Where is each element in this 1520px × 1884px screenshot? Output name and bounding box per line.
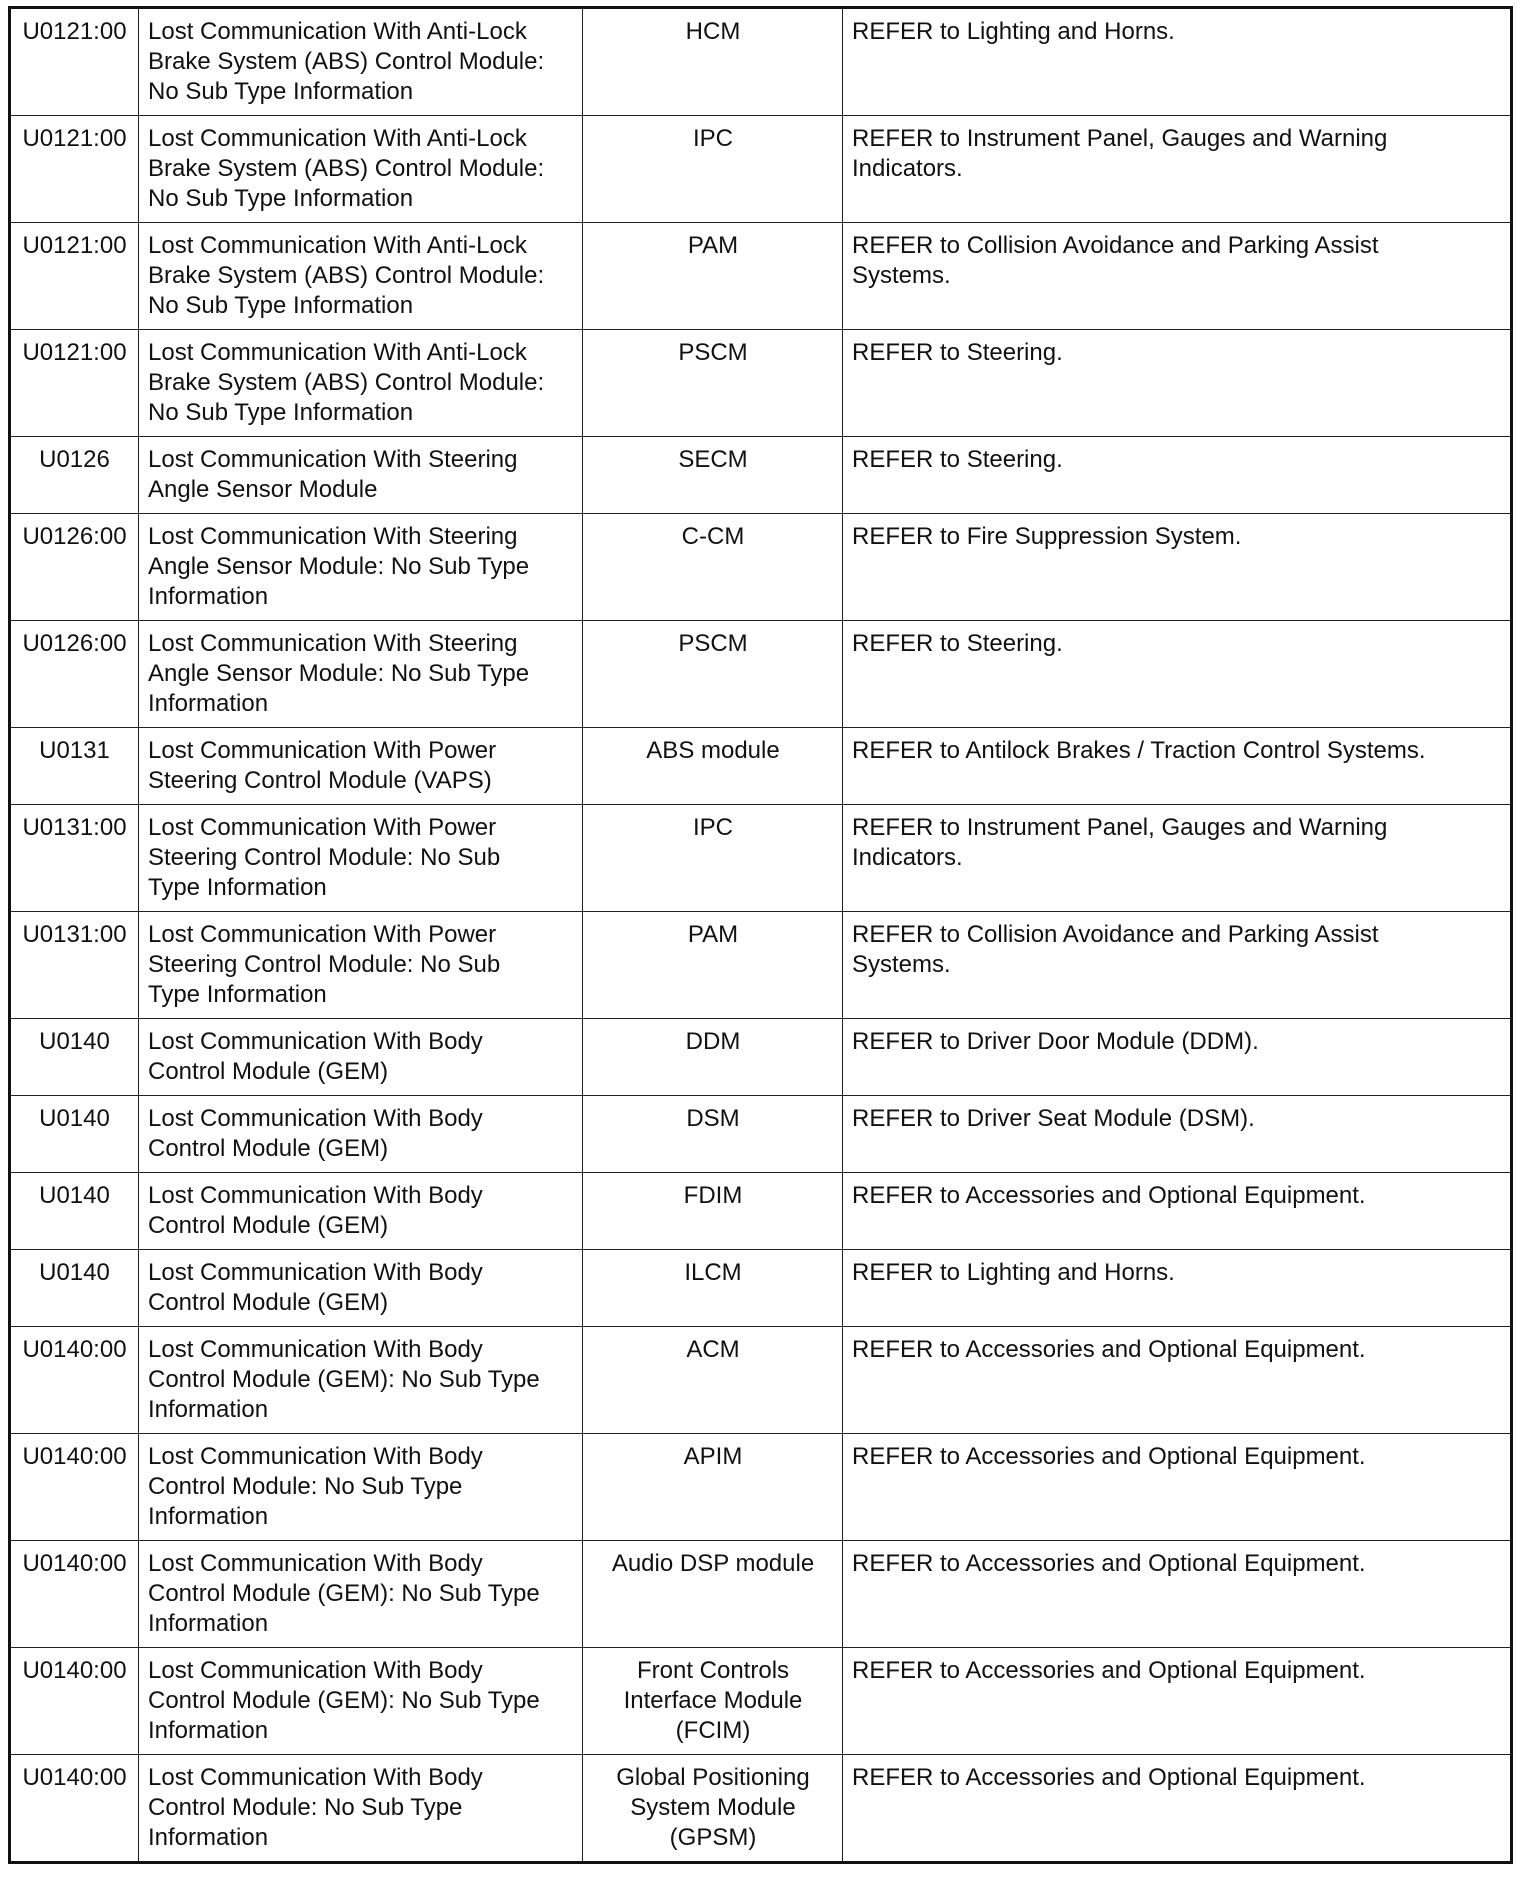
dtc-code: U0140: [10, 1173, 139, 1250]
action-text: REFER to Antilock Brakes / Traction Control Systems.: [843, 728, 1512, 805]
module-name: PSCM: [583, 621, 843, 728]
module-name: DDM: [583, 1019, 843, 1096]
action-text: REFER to Steering.: [843, 330, 1512, 437]
dtc-code: U0140:00: [10, 1327, 139, 1434]
dtc-description: Lost Communication With Steering Angle Sensor Module: No Sub Type Information: [139, 514, 583, 621]
dtc-description: Lost Communication With Steering Angle Sensor Module: [139, 437, 583, 514]
table-row: [10, 330, 1512, 437]
dtc-code: U0140:00: [10, 1541, 139, 1648]
dtc-code: U0121:00: [10, 116, 139, 223]
action-text: REFER to Accessories and Optional Equipment.: [843, 1648, 1512, 1755]
dtc-description: Lost Communication With Body Control Module: No Sub Type Information: [139, 1755, 583, 1863]
table-row: [10, 1019, 1512, 1096]
table-row: [10, 621, 1512, 728]
module-name: Global Positioning System Module (GPSM): [583, 1755, 843, 1863]
table-row: [10, 805, 1512, 912]
table-row: [10, 116, 1512, 223]
dtc-code: U0131:00: [10, 912, 139, 1019]
action-text: REFER to Collision Avoidance and Parking Assist Systems.: [843, 912, 1512, 1019]
module-name: HCM: [583, 8, 843, 116]
module-name: ILCM: [583, 1250, 843, 1327]
module-name: C-CM: [583, 514, 843, 621]
module-name: APIM: [583, 1434, 843, 1541]
dtc-description: Lost Communication With Anti-Lock Brake System (ABS) Control Module: No Sub Type Information: [139, 330, 583, 437]
dtc-description: Lost Communication With Power Steering Control Module: No Sub Type Information: [139, 912, 583, 1019]
dtc-code: U0121:00: [10, 8, 139, 116]
module-name: IPC: [583, 116, 843, 223]
dtc-code: U0131: [10, 728, 139, 805]
action-text: REFER to Collision Avoidance and Parking Assist Systems.: [843, 223, 1512, 330]
dtc-code: U0126:00: [10, 621, 139, 728]
dtc-description: Lost Communication With Body Control Module (GEM): No Sub Type Information: [139, 1541, 583, 1648]
dtc-description: Lost Communication With Body Control Module (GEM): [139, 1173, 583, 1250]
dtc-description: Lost Communication With Power Steering Control Module (VAPS): [139, 728, 583, 805]
dtc-description: Lost Communication With Steering Angle Sensor Module: No Sub Type Information: [139, 621, 583, 728]
table-row: [10, 1648, 1512, 1755]
table-row: [10, 1250, 1512, 1327]
dtc-description: Lost Communication With Body Control Module (GEM): No Sub Type Information: [139, 1327, 583, 1434]
action-text: REFER to Accessories and Optional Equipment.: [843, 1327, 1512, 1434]
table-row: [10, 728, 1512, 805]
table-row: [10, 223, 1512, 330]
action-text: REFER to Instrument Panel, Gauges and Warning Indicators.: [843, 805, 1512, 912]
dtc-description: Lost Communication With Anti-Lock Brake System (ABS) Control Module: No Sub Type Information: [139, 116, 583, 223]
dtc-code: U0121:00: [10, 223, 139, 330]
dtc-code: U0140:00: [10, 1434, 139, 1541]
dtc-description: Lost Communication With Body Control Module (GEM): [139, 1250, 583, 1327]
action-text: REFER to Driver Door Module (DDM).: [843, 1019, 1512, 1096]
dtc-description: Lost Communication With Body Control Module (GEM): [139, 1096, 583, 1173]
dtc-code: U0131:00: [10, 805, 139, 912]
dtc-description: Lost Communication With Body Control Module (GEM): No Sub Type Information: [139, 1648, 583, 1755]
dtc-description: Lost Communication With Anti-Lock Brake System (ABS) Control Module: No Sub Type Information: [139, 223, 583, 330]
module-name: DSM: [583, 1096, 843, 1173]
action-text: REFER to Instrument Panel, Gauges and Warning Indicators.: [843, 116, 1512, 223]
table-row: [10, 437, 1512, 514]
table-row: [10, 1096, 1512, 1173]
action-text: REFER to Steering.: [843, 621, 1512, 728]
dtc-table: [8, 6, 1513, 1864]
action-text: REFER to Accessories and Optional Equipment.: [843, 1434, 1512, 1541]
table-row: [10, 1173, 1512, 1250]
module-name: FDIM: [583, 1173, 843, 1250]
dtc-description: Lost Communication With Anti-Lock Brake System (ABS) Control Module: No Sub Type Information: [139, 8, 583, 116]
dtc-description: Lost Communication With Power Steering Control Module: No Sub Type Information: [139, 805, 583, 912]
module-name: SECM: [583, 437, 843, 514]
action-text: REFER to Lighting and Horns.: [843, 1250, 1512, 1327]
table-row: [10, 1755, 1512, 1863]
table-row: [10, 514, 1512, 621]
table-row: [10, 8, 1512, 116]
action-text: REFER to Driver Seat Module (DSM).: [843, 1096, 1512, 1173]
dtc-description: Lost Communication With Body Control Module (GEM): [139, 1019, 583, 1096]
module-name: PSCM: [583, 330, 843, 437]
dtc-code: U0126:00: [10, 514, 139, 621]
module-name: PAM: [583, 223, 843, 330]
dtc-code: U0140: [10, 1096, 139, 1173]
action-text: REFER to Accessories and Optional Equipment.: [843, 1755, 1512, 1863]
module-name: ACM: [583, 1327, 843, 1434]
dtc-code: U0140: [10, 1250, 139, 1327]
dtc-description: Lost Communication With Body Control Module: No Sub Type Information: [139, 1434, 583, 1541]
table-row: [10, 1327, 1512, 1434]
table-row: [10, 1434, 1512, 1541]
module-name: PAM: [583, 912, 843, 1019]
dtc-code: U0140:00: [10, 1755, 139, 1863]
dtc-code: U0140: [10, 1019, 139, 1096]
module-name: Front Controls Interface Module (FCIM): [583, 1648, 843, 1755]
module-name: IPC: [583, 805, 843, 912]
dtc-code: U0126: [10, 437, 139, 514]
table-row: [10, 912, 1512, 1019]
table-row: [10, 1541, 1512, 1648]
action-text: REFER to Lighting and Horns.: [843, 8, 1512, 116]
dtc-code: U0140:00: [10, 1648, 139, 1755]
dtc-code: U0121:00: [10, 330, 139, 437]
module-name: Audio DSP module: [583, 1541, 843, 1648]
action-text: REFER to Accessories and Optional Equipment.: [843, 1541, 1512, 1648]
action-text: REFER to Accessories and Optional Equipment.: [843, 1173, 1512, 1250]
module-name: ABS module: [583, 728, 843, 805]
action-text: REFER to Fire Suppression System.: [843, 514, 1512, 621]
action-text: REFER to Steering.: [843, 437, 1512, 514]
